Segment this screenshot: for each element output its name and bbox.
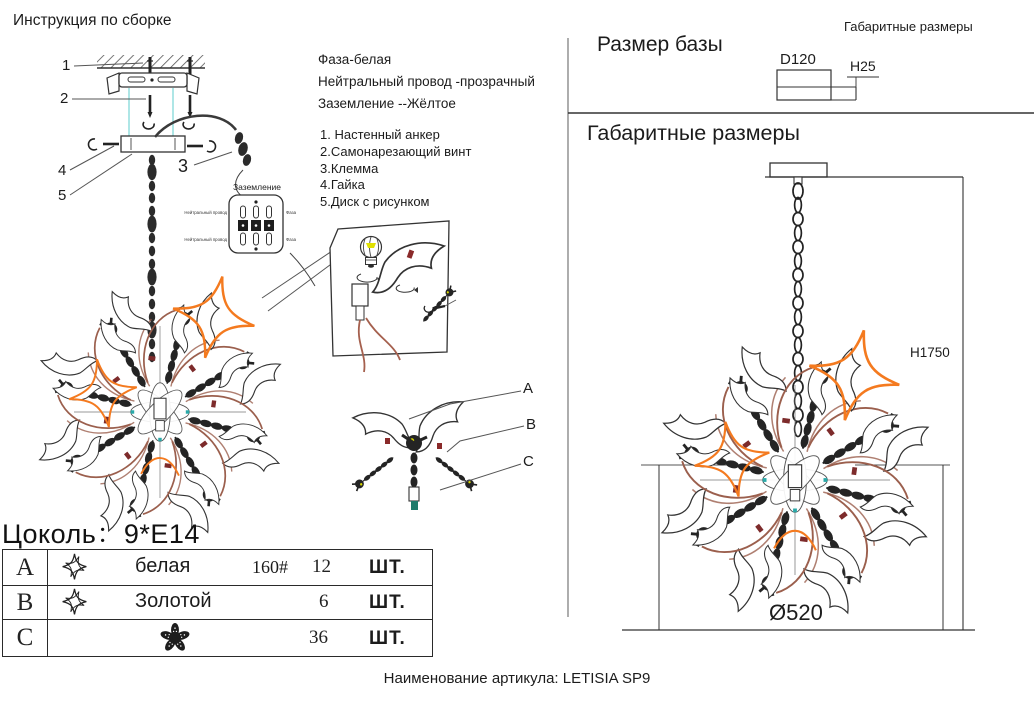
parts-list xyxy=(320,127,471,211)
overall-dimension-drawing xyxy=(622,163,975,630)
socket-heading: Цоколь：9*E14 xyxy=(2,519,200,549)
socket-grid xyxy=(2,549,433,657)
page-title: Инструкция по сборке xyxy=(13,12,172,29)
star-icon xyxy=(59,587,90,618)
chandelier-dimension-drawing xyxy=(647,321,943,628)
overall-dimensions-title: Габаритные размеры xyxy=(587,121,800,145)
detail-leader-lines xyxy=(262,247,338,311)
flower-icon xyxy=(159,622,191,654)
row-cells xyxy=(47,586,432,619)
overall-height-label: H1750 xyxy=(910,345,950,360)
overall-dimensions-corner-label: Габаритные размеры xyxy=(844,19,973,34)
table-row xyxy=(3,586,432,620)
mounting-bracket xyxy=(107,73,199,94)
lamp-color: Золотой xyxy=(135,590,212,612)
callout-B: B xyxy=(526,416,537,433)
base-height-label: H25 xyxy=(850,58,876,74)
row-cells xyxy=(47,620,432,656)
table-row xyxy=(3,620,432,656)
callout-4: 4 xyxy=(58,162,67,179)
article-caption: Наименование артикула: LETISIA SP9 xyxy=(383,670,651,687)
star-icon xyxy=(59,552,90,583)
unit-label: ШТ. xyxy=(369,557,406,578)
base-dimension-drawing xyxy=(777,70,879,100)
phase-wire-label: Фаза xyxy=(286,210,296,215)
ground-terminal-box xyxy=(184,170,315,286)
row-key: A xyxy=(3,550,48,585)
parts-list-item: 3.Клемма xyxy=(320,160,379,176)
neutral-wire-label: Нейтральный провод xyxy=(184,237,227,242)
parts-list-item: 1. Настенный анкер xyxy=(320,127,440,142)
base-size-title: Размер базы xyxy=(597,33,723,56)
wiring-ground: Заземление --Жёлтое xyxy=(318,96,456,111)
socket-table xyxy=(2,512,433,651)
wiring-neutral: Нейтральный провод -прозрачный xyxy=(318,74,535,89)
parts-list-item: 4.Гайка xyxy=(320,177,365,193)
table-row xyxy=(3,550,432,586)
lamp-size: 160# xyxy=(252,557,288,577)
phase-wire-label: Фаза xyxy=(286,237,296,242)
callout-3: 3 xyxy=(178,156,189,176)
chandelier-assembly-drawing xyxy=(26,268,294,546)
bulb-detail-box xyxy=(330,221,456,372)
row-key: B xyxy=(3,586,48,619)
row-cells xyxy=(47,550,432,585)
callout-C: C xyxy=(523,453,534,470)
ground-detail-title: Заземление xyxy=(233,182,281,192)
wiring-legend xyxy=(318,49,535,115)
callout-5: 5 xyxy=(58,187,67,204)
lamp-color: белая xyxy=(135,555,191,577)
overall-diameter-label: Ø520 xyxy=(769,600,823,625)
parts-list-item: 5.Диск с рисунком xyxy=(320,194,430,210)
parts-list-item: 2.Самонарезающий винт xyxy=(320,143,472,159)
callout-1: 1 xyxy=(62,57,71,74)
unit-label: ШТ. xyxy=(369,628,406,649)
lamp-qty: 12 xyxy=(312,556,331,577)
hanging-chain-right xyxy=(793,198,803,437)
neutral-wire-label: Нейтральный провод xyxy=(184,210,227,215)
wiring-phase: Фаза-белая xyxy=(318,52,392,67)
lamp-qty: 6 xyxy=(319,591,329,612)
base-diameter-label: D120 xyxy=(780,51,816,68)
abc-detail-drawing xyxy=(352,391,524,510)
callout-2: 2 xyxy=(60,90,69,107)
unit-label: ШТ. xyxy=(369,592,406,613)
row-key: C xyxy=(3,620,48,656)
lamp-qty: 36 xyxy=(309,627,328,648)
callout-A: A xyxy=(523,380,534,397)
